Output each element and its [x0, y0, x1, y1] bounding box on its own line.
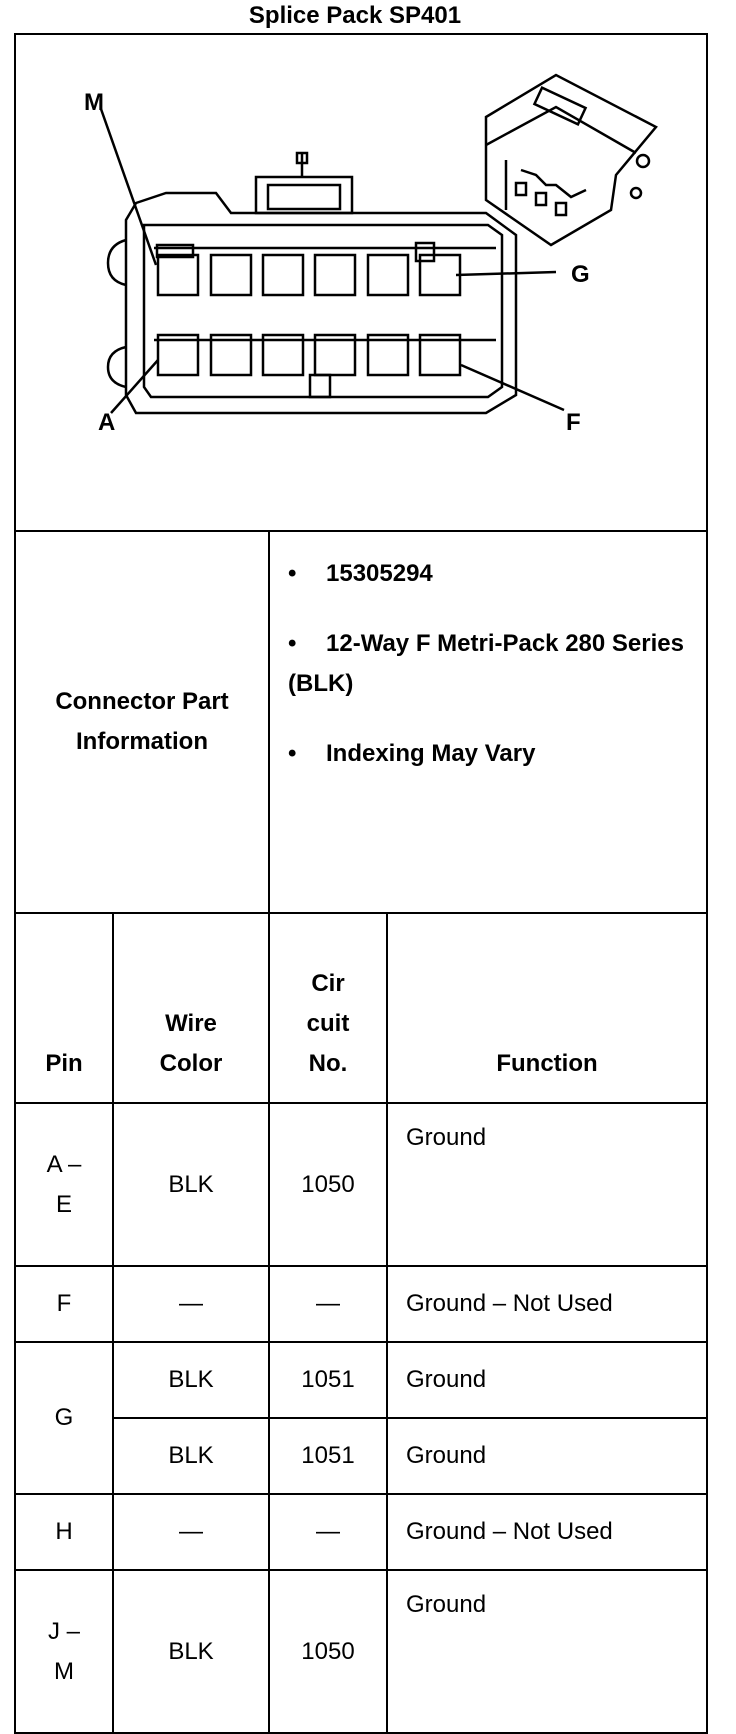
header-row [15, 913, 707, 1103]
header-circuit-no: Cir cuit No. [269, 913, 387, 1103]
circuit-cell: — [269, 1266, 387, 1342]
connector-diagram [15, 34, 707, 531]
function-cell: Ground – Not Used [387, 1266, 707, 1342]
pin-cell: G [15, 1342, 113, 1494]
function-cell: Ground [387, 1103, 707, 1266]
indexing-note: Indexing May Vary [326, 740, 536, 767]
header-pin: Pin [15, 913, 113, 1103]
bullet-dot: • [288, 740, 297, 767]
function-cell: Ground – Not Used [387, 1494, 707, 1570]
wire-color-cell: — [113, 1494, 269, 1570]
indexing-bullet [288, 734, 706, 774]
connector-part-label-text: Connector Part Information [55, 688, 229, 755]
table-row [15, 1570, 707, 1733]
connector-type: 12-Way F Metri-Pack 280 Series (BLK) [288, 630, 684, 697]
label-f: F [566, 409, 581, 436]
header-function: Function [387, 913, 707, 1103]
part-number: 15305294 [326, 560, 433, 587]
table-row [15, 1266, 707, 1342]
wire-color-cell: — [113, 1266, 269, 1342]
connector-table [14, 33, 708, 1734]
label-a: A [98, 409, 116, 436]
label-g: G [571, 261, 590, 288]
pin-cell: J –M [15, 1570, 113, 1733]
wire-color-cell: BLK [113, 1342, 269, 1418]
wire-color-cell: BLK [113, 1418, 269, 1494]
table-row [15, 1103, 707, 1266]
wire-color-cell: BLK [113, 1570, 269, 1733]
circuit-cell: 1050 [269, 1570, 387, 1733]
connector-type-wrap [288, 624, 706, 704]
page-title: Splice Pack SP401 [248, 2, 462, 29]
bullet-dot: • [288, 560, 297, 587]
pin-cell: A –E [15, 1103, 113, 1266]
connector-face-drawing [16, 35, 708, 530]
connector-part-details [269, 531, 707, 913]
circuit-cell: 1051 [269, 1342, 387, 1418]
label-m: M [84, 89, 104, 116]
pin-cell: H [15, 1494, 113, 1570]
circuit-cell: 1050 [269, 1103, 387, 1266]
table-row [15, 1494, 707, 1570]
function-cell: Ground [387, 1418, 707, 1494]
header-wire-color: Wire Color [113, 913, 269, 1103]
circuit-cell: 1051 [269, 1418, 387, 1494]
table-row [15, 1342, 707, 1418]
part-number-bullet [288, 554, 706, 594]
wire-color-cell: BLK [113, 1103, 269, 1266]
bullet-dot: • [288, 630, 297, 657]
function-cell: Ground [387, 1342, 707, 1418]
table-row [15, 1418, 707, 1494]
connector-part-label [15, 531, 269, 913]
function-cell: Ground [387, 1570, 707, 1733]
circuit-cell: — [269, 1494, 387, 1570]
connector-type-bullet [288, 624, 706, 704]
pin-cell: F [15, 1266, 113, 1342]
